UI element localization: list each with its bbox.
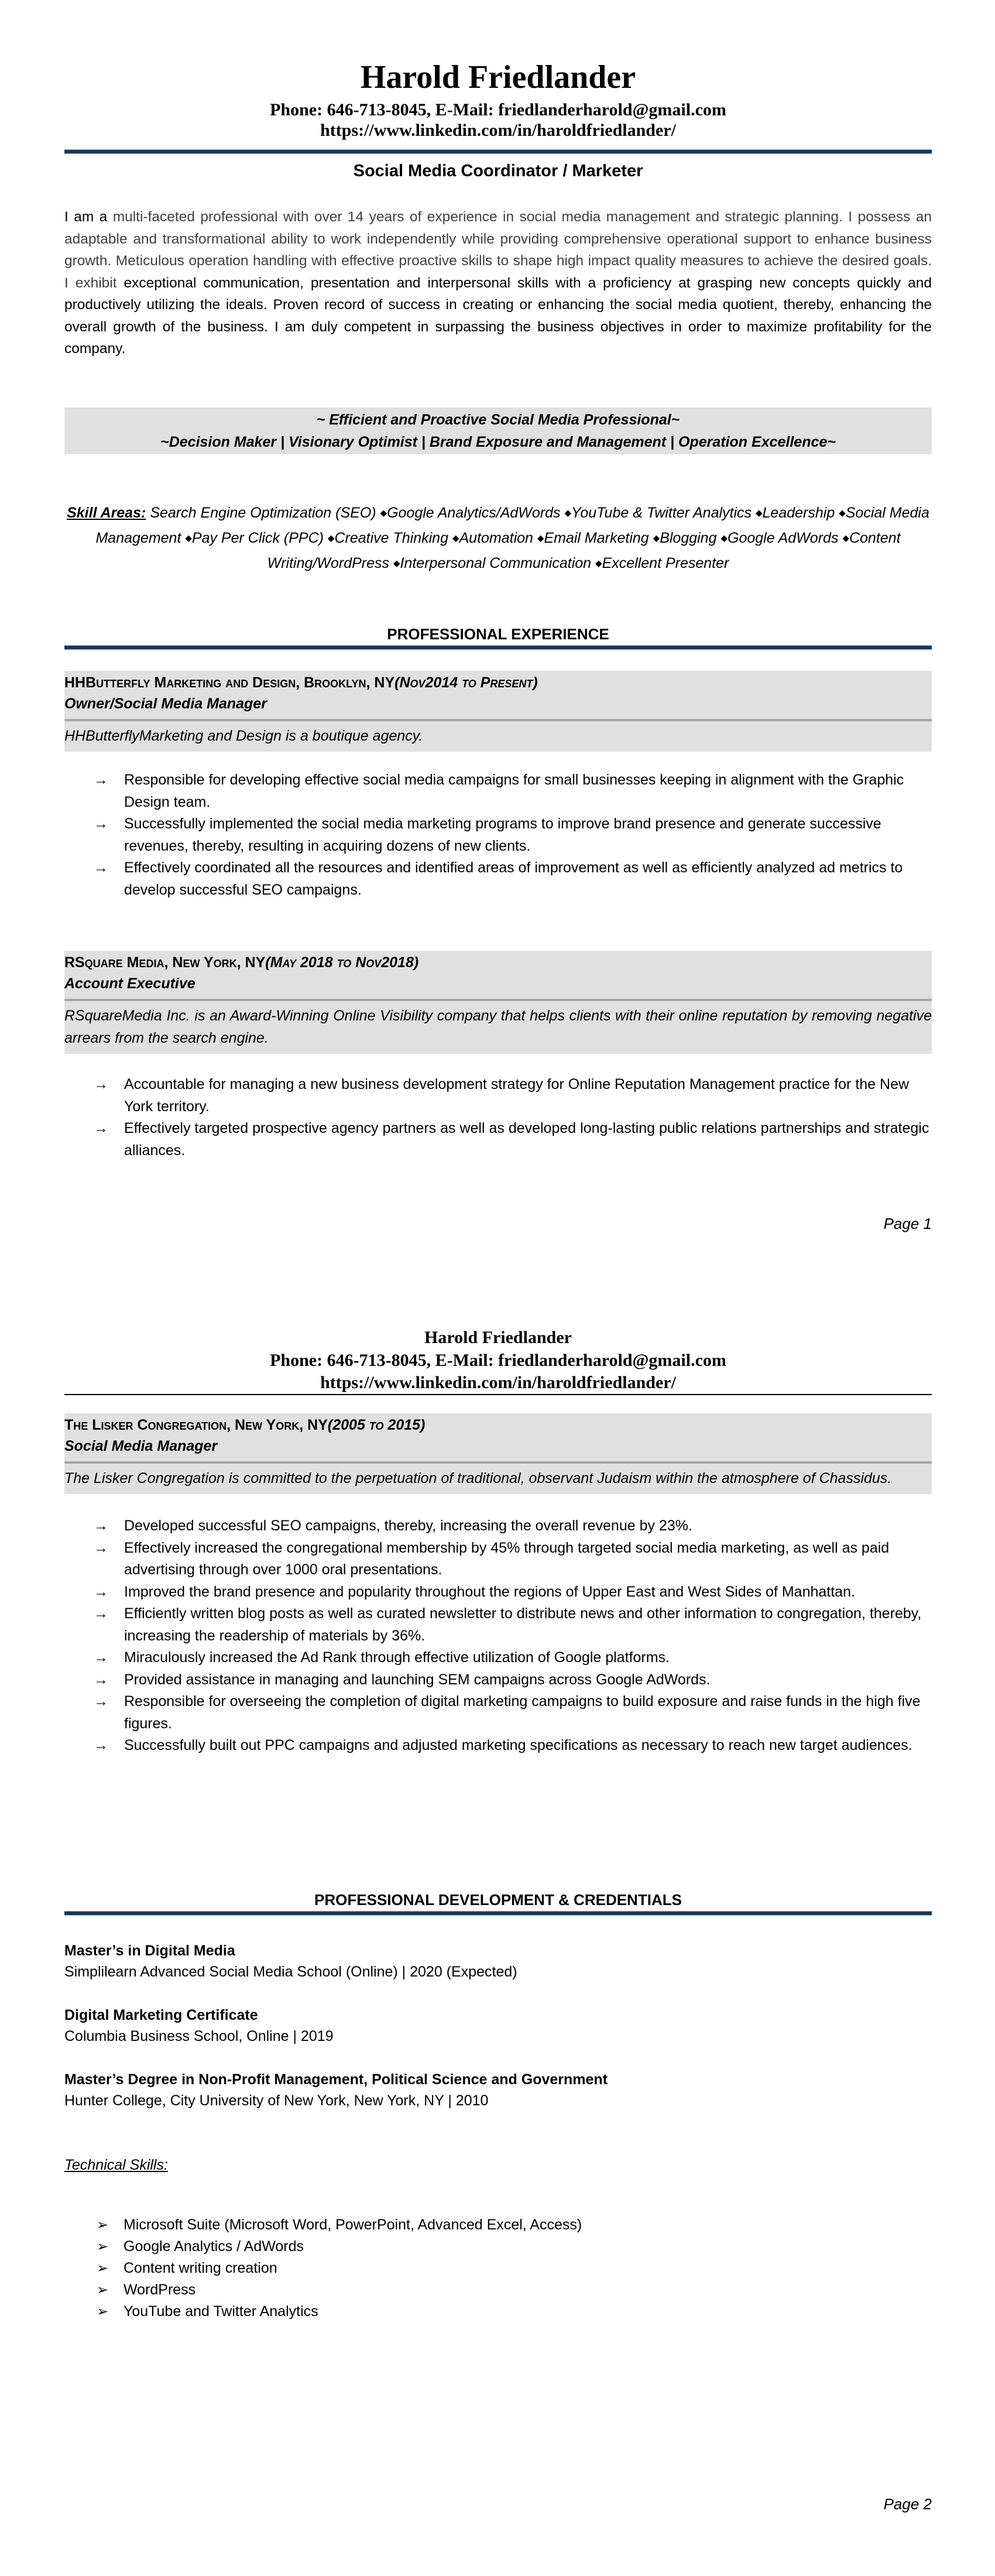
skill-area-item: Creative Thinking <box>334 530 448 546</box>
skill-area-item: Interpersonal Communication <box>400 555 592 571</box>
skill-area-item: YouTube & Twitter Analytics <box>571 505 752 521</box>
job-dates: (Nov2014 to Present) <box>394 674 538 691</box>
credential-title: Digital Marketing Certificate <box>64 2007 258 2023</box>
arrow-right-icon: → <box>94 1539 108 1556</box>
resume-name-page-2: Harold Friedlander <box>424 1328 572 1347</box>
contact-linkedin[interactable]: https://www.linkedin.com/in/haroldfriedlander/ <box>320 121 676 140</box>
job-separator <box>64 719 932 721</box>
diamond-separator-icon: ◆ <box>537 533 544 543</box>
experience-section-title: PROFESSIONAL EXPERIENCE <box>387 625 609 643</box>
arrow-right-icon: → <box>94 1517 108 1534</box>
job-bullet: → Successfully implemented the social media marketing programs to improve brand presence and generate successive revenues, thereby, resulting in acquiring dozens of new clients. <box>64 813 932 857</box>
diamond-separator-icon: ◆ <box>564 508 572 518</box>
arrow-right-icon: → <box>94 1671 108 1688</box>
arrow-right-icon: → <box>94 1583 108 1600</box>
arrowhead-bullet-icon: ➢ <box>97 2304 109 2320</box>
job-dates: (May 2018 to Nov2018) <box>265 954 419 971</box>
technical-skills-title: Technical Skills: <box>64 2157 168 2173</box>
job-dates: (2005 to 2015) <box>327 1417 426 1433</box>
header-divider-page-2 <box>64 1394 932 1395</box>
technical-skills-list <box>64 2214 932 2322</box>
skill-area-item: Google Analytics/AdWords <box>387 505 561 521</box>
credential-item <box>64 1940 932 1982</box>
job-company <box>64 952 932 973</box>
tagline-line-2: ~Decision Maker | Visionary Optimist | Brand Exposure and Management | Operation Excellence~ <box>160 434 836 450</box>
credential-title: Master’s in Digital Media <box>64 1943 235 1959</box>
job-bullet: → Efficiently written blog posts as well as curated newsletter to distribute news and other information to congregation, thereby, increasing the readership of materials by 36%. <box>64 1603 932 1647</box>
job-bullets <box>64 1515 932 1757</box>
diamond-separator-icon: ◆ <box>393 559 400 568</box>
contact-linkedin-page-2[interactable]: https://www.linkedin.com/in/haroldfriedlander/ <box>320 1373 676 1392</box>
job-bullets <box>64 769 932 901</box>
summary-lead: I am a <box>64 209 108 225</box>
job-bullet: → Responsible for developing effective social media campaigns for small businesses keeping in alignment with the Graphic Design team. <box>64 769 932 813</box>
arrow-right-icon: → <box>94 1737 108 1753</box>
skill-area-item: Excellent Presenter <box>602 555 729 571</box>
diamond-separator-icon: ◆ <box>653 533 660 543</box>
job-bullet: → Successfully built out PPC campaigns and adjusted marketing specifications as necessary to reach new target audiences. <box>64 1735 932 1757</box>
job-header-box <box>64 951 932 1054</box>
arrow-right-icon: → <box>94 816 108 832</box>
job-bullet: → Developed successful SEO campaigns, thereby, increasing the overall revenue by 23%. <box>64 1515 932 1537</box>
job-description: RSquareMedia Inc. is an Award-Winning Online Visibility company that helps clients with their online reputation by removing negative arrears from the search engine. <box>64 1008 932 1046</box>
page-number-2: Page 2 <box>883 2495 932 2513</box>
diamond-separator-icon: ◆ <box>452 533 459 543</box>
contact-phone-email: Phone: 646-713-8045, E-Mail: friedlanderharold@gmail.com <box>270 100 726 119</box>
arrow-right-icon: → <box>94 1693 108 1710</box>
credentials-section-title: PROFESSIONAL DEVELOPMENT & CREDENTIALS <box>314 1891 682 1909</box>
job-bullet: → Responsible for overseeing the completion of digital marketing campaigns to build exposure and raise funds in the high five figures. <box>64 1691 932 1735</box>
diamond-separator-icon: ◆ <box>327 533 335 543</box>
skill-area-item: Email Marketing <box>544 530 649 546</box>
job-header-box <box>64 1413 932 1494</box>
tagline-box <box>64 407 932 454</box>
professional-headline: Social Media Coordinator / Marketer <box>353 162 643 180</box>
technical-skill-item: ➢ WordPress <box>64 2279 932 2301</box>
diamond-separator-icon: ◆ <box>839 508 846 518</box>
job-company-name: The Lisker Congregation, New York, NY <box>64 1417 328 1433</box>
professional-summary <box>64 206 932 360</box>
job-bullet: → Provided assistance in managing and launching SEM campaigns across Google AdWords. <box>64 1669 932 1691</box>
job-bullet: → Effectively targeted prospective agency partners as well as developed long-lasting public relations partnerships and strategic alliances. <box>64 1118 932 1162</box>
arrowhead-bullet-icon: ➢ <box>97 2217 109 2233</box>
skill-area-item: Social Media Management <box>95 505 929 546</box>
arrowhead-bullet-icon: ➢ <box>97 2260 109 2276</box>
arrow-right-icon: → <box>94 1076 108 1092</box>
diamond-separator-icon: ◆ <box>755 508 763 518</box>
arrow-right-icon: → <box>94 1649 108 1666</box>
job-role: Owner/Social Media Manager <box>64 696 267 712</box>
job-bullet: → Improved the brand presence and popularity throughout the regions of Upper East and West Sides of Manhattan. <box>64 1581 932 1604</box>
credential-title: Master’s Degree in Non-Profit Management, Political Science and Government <box>64 2071 608 2088</box>
job-separator <box>64 1461 932 1464</box>
credentials-divider <box>64 1911 932 1916</box>
skill-areas-label: Skill Areas: <box>67 505 146 521</box>
arrow-right-icon: → <box>94 1605 108 1622</box>
contact-phone-email-page-2: Phone: 646-713-8045, E-Mail: friedlanderharold@gmail.com <box>270 1351 726 1370</box>
summary-gray-text: multi-faceted professional with over 14 years of experience in social media management and strategic planning. I possess an adaptable and transformational ability to work independently while providing comprehensive operational support to enhance business growth. Meticulous operation handling with effective proactive skills to shape high impact quality measures to achieve the desired goals. I exhibit <box>64 209 932 291</box>
page-number-1: Page 1 <box>883 1215 932 1232</box>
summary-black-text: exceptional communication, presentation and interpersonal skills with a proficiency at grasping new concepts quickly and productively utilizing the ideals. Proven record of success in creating or enhancing the social media quotient, thereby, enhancing the overall growth of the business. I am duly competent in surpassing the business objectives in order to maximize profitability for the company. <box>64 275 932 357</box>
arrow-right-icon: → <box>94 1120 108 1136</box>
job-company-name: RSquare Media, New York, NY <box>64 954 266 971</box>
technical-skill-item: ➢ YouTube and Twitter Analytics <box>64 2301 932 2322</box>
job-bullet: → Effectively coordinated all the resources and identified areas of improvement as well as efficiently analyzed ad metrics to develop successful SEO campaigns. <box>64 857 932 901</box>
skill-area-item: Content Writing/WordPress <box>267 530 901 571</box>
credential-detail: Simplilearn Advanced Social Media School (Online) | 2020 (Expected) <box>64 1964 517 1980</box>
job-header-box <box>64 671 932 752</box>
skill-areas <box>64 501 932 576</box>
arrowhead-bullet-icon: ➢ <box>97 2282 109 2298</box>
arrow-right-icon: → <box>94 772 108 788</box>
credential-detail: Hunter College, City University of New York, New York, NY | 2010 <box>64 2092 489 2109</box>
credential-detail: Columbia Business School, Online | 2019 <box>64 2028 334 2044</box>
job-bullets <box>64 1074 932 1162</box>
skill-area-item: Blogging <box>660 530 717 546</box>
job-role: Account Executive <box>64 975 195 992</box>
credential-item <box>64 2069 932 2111</box>
skill-area-item: Automation <box>459 530 533 546</box>
skill-area-item: Pay Per Click (PPC) <box>191 530 324 546</box>
credential-item <box>64 2005 932 2047</box>
technical-skill-item: ➢ Microsoft Suite (Microsoft Word, PowerPoint, Advanced Excel, Access) <box>64 2214 932 2236</box>
diamond-separator-icon: ◆ <box>842 533 849 543</box>
diamond-separator-icon: ◆ <box>185 533 192 543</box>
job-company <box>64 1414 932 1436</box>
arrow-right-icon: → <box>94 859 108 876</box>
skill-area-item: Leadership <box>762 505 835 521</box>
resume-name: Harold Friedlander <box>360 59 636 95</box>
tagline-line-1: ~ Efficient and Proactive Social Media Professional~ <box>316 412 680 428</box>
job-entry-lisker <box>64 1413 932 1757</box>
job-separator <box>64 999 932 1001</box>
job-company-name: HHButterfly Marketing and Design, Brooklyn, NY <box>64 674 395 691</box>
arrowhead-bullet-icon: ➢ <box>97 2239 109 2255</box>
job-bullet: → Accountable for managing a new business development strategy for Online Reputation Management practice for the New York territory. <box>64 1074 932 1118</box>
job-entry-hhbutterfly <box>64 671 932 901</box>
job-description: The Lisker Congregation is committed to the perpetuation of traditional, observant Judaism within the atmosphere of Chassidus. <box>64 1470 892 1486</box>
job-bullet: → Miraculously increased the Ad Rank through effective utilization of Google platforms. <box>64 1647 932 1669</box>
diamond-separator-icon: ◆ <box>595 559 602 568</box>
diamond-separator-icon: ◆ <box>720 533 728 543</box>
job-role: Social Media Manager <box>64 1438 218 1454</box>
job-entry-rsquare <box>64 951 932 1162</box>
technical-skill-item: ➢ Content writing creation <box>64 2258 932 2279</box>
job-company <box>64 672 932 693</box>
skill-area-item: Google AdWords <box>728 530 839 546</box>
job-description: HHButterflyMarketing and Design is a boutique agency. <box>64 728 423 744</box>
experience-divider <box>64 645 932 650</box>
technical-skill-item: ➢ Google Analytics / AdWords <box>64 2236 932 2258</box>
diamond-separator-icon: ◆ <box>380 508 387 518</box>
job-bullet: → Effectively increased the congregational membership by 45% through targeted social media marketing, as well as paid advertising through over 1000 oral presentations. <box>64 1537 932 1581</box>
skill-area-item: Search Engine Optimization (SEO) <box>150 505 376 521</box>
header-divider <box>64 149 932 154</box>
